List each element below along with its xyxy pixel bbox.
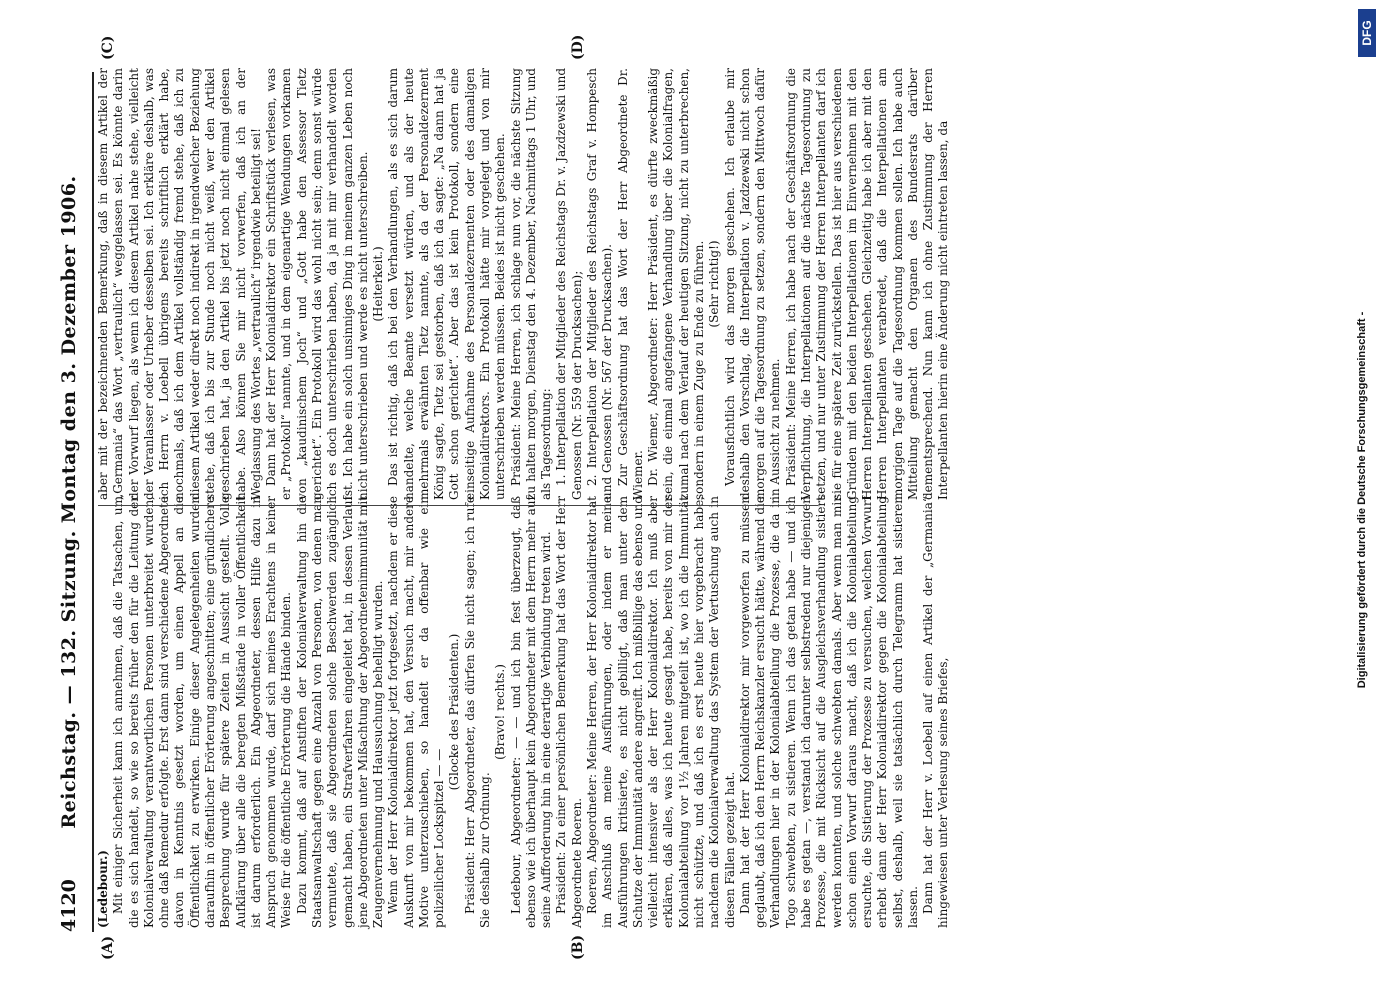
paragraph: Roeren, Abgeordneter: Meine Herren, der Herr Kolonialdirektor hat im Anschluß an meine Ausführungen, oder indem er meine Ausführungen kritisierte, es nicht gebilligt, daß man unter dem Schutze der Immunität andere angreift. Ich mißbillige das ebenso und vielleicht intensiver als der Herr Kolonialdirektor. Ich muß aber erklären, daß alles, was ich heute gesagt habe, bereits von mir der Kolonialabteilung vor 1½ Jahren mitgeteilt ist, wo ich die Immunität nicht schützte, und daß ich es erst heute hier vorgebracht habe, nachdem die Kolonialverwaltung das System der Vertuschung auch in diesen Fällen gezeigt hat. xyxy=(585,496,737,928)
digitization-footer: Digitalisierung gefördert durch die Deutsche Forschungsgemeinschaft - xyxy=(1356,311,1368,689)
paragraph: Wenn der Herr Kolonialdirektor jetzt fortgesetzt, nachdem er diese Auskunft von mir bekommen hat, den Versuch macht, mir andere Motive unterzuschieben, so handelt er da offenbar wie ein polizeilicher Lockspitzel — — xyxy=(386,496,447,928)
dfg-logo: DFG xyxy=(1358,9,1376,57)
paragraph: Das ist richtig, daß ich bei den Verhandlungen, als es sich darum handelte, welche Beamte versetzt würden, und als der heute mehrmals erwähnten Tietz nannte, als da der Personaldezernent König sagte, Tietz sei gestorben, daß ich da sagte: „Na dann hat ja Gott schon gerichtet“. Aber das ist kein Protokoll, sondern eine einseitige Aufnahme des Personaldezernenten oder des damaligen Kolonialdirektors. Ein Protokoll hätte mir vorgelegt und von mir unterschrieben werden müssen. Beides ist nicht geschehen. xyxy=(386,68,508,500)
right-column xyxy=(96,68,952,500)
page-number: 4120 xyxy=(58,879,80,932)
margin-mark-c: (C) xyxy=(100,35,116,60)
page-title: Reichstag. — 132. Sitzung. Montag den 3. Dezember 1906. xyxy=(58,175,80,829)
column-divider xyxy=(98,505,818,506)
paragraph: Präsident: Zu einer persönlichen Bemerkung hat das Wort der Herr Abgeordnete Roeren. xyxy=(554,496,584,928)
margin-mark-b: (B) xyxy=(570,934,586,960)
agenda-item: 2. Interpellation der Mitglieder des Reichstags Graf v. Hompesch und Genossen (Nr. 567 der Drucksachen). xyxy=(585,68,615,500)
paragraph: Dr. Wiemer, Abgeordneter: Herr Präsident, es dürfte zweckmäßig sein, die einmal angefangene Verhandlung über die Kolonialfragen, zumal nach dem Verlauf der heutigen Sitzung, nicht zu unterbrechen, sondern in einem Zuge zu Ende zu führen. xyxy=(646,68,706,500)
paragraph: Zur Geschäftsordnung hat das Wort der Herr Abgeordnete Dr. Wiemer. xyxy=(615,68,645,500)
paragraph: Mit einiger Sicherheit kann ich annehmen, daß die Tatsachen, um die es sich handelt, so wie so bereits früher den für die Leitung der Kolonialverwaltung verantwortlichen Personen unterbreitet wurden, ohne daß Remedur erfolgte. Erst dann sind verschiedene Abgeordnete davon in Kenntnis gesetzt worden, um einen Appell an die Öffentlichkeit zu erwirken. Einige dieser Angelegenheiten wurden daraufhin in öffentlicher Erörterung angeschnitten; eine gründlichere Besprechung wurde für spätere Zeiten in Aussicht gestellt. Volle Aufklärung über alle die beregten Mißstände in voller Öffentlichkeit ist darum erforderlich. Ein Abgeordneter, dessen Hilfe dazu in Anspruch genommen wurde, darf sich meines Erachtens in keiner Weise für die öffentliche Erörterung die Hände binden. xyxy=(111,496,294,928)
paragraph: Dazu kommt, daß auf Anstiften der Kolonialverwaltung hin die Staatsanwaltschaft gegen eine Anzahl von Personen, von denen man vermutete, daß sie Abgeordneten solche Beschwerden zugänglich gemacht haben, ein Strafverfahren eingeleitet hat, in dessen Verlauf jene Abgeordneten unter Mißachtung der Abgeordnetenimmunität mit Zeugenvernehmung und Haussuchung behelligt wurden. xyxy=(294,496,386,928)
page-header xyxy=(52,72,92,932)
paragraph: Dann hat der Herr Kolonialdirektor mir vorgeworfen zu müssen geglaubt, daß ich den Herrn Reichskanzler ersucht hätte, während die Verhandlungen hier in der Kolonialabteilung die Prozesse, die da in Togo schwebten, zu sistieren. Wenn ich das getan habe — und ich habe es getan —, verstand ich darunter selbstredend nur diejenigen Prozesse, die mit Rücksicht auf die Ausgleichsverhandlung sistiert werden konnten, und solche schwebten damals. Aber wenn man mir schon einen Vorwurf daraus macht, daß ich die Kolonialabteilung ersuchte, die Sistierung der Prozesse zu versuchen, welchen Vorwurf erhebt dann der Herr Kolonialdirektor gegen die Kolonialabteilung selbst, deshalb, weil sie tatsächlich durch Telegramm hat sistieren lassen. xyxy=(737,496,920,928)
speaker-label: (Ledebour.) xyxy=(96,850,110,928)
paragraph: Vorausfichtlich wird das morgen geschehen. Ich erlaube mir deshalb den Vorschlag, die Interpellation v. Jazdzewski nicht schon morgen auf die Tagesordnung zu setzen, sondern den Mittwoch dafür in Aussicht zu nehmen. xyxy=(722,68,783,500)
paragraph: Dann hat der Herr v. Loebell auf einen Artikel der „Germania“ hingewiesen unter Verlesung seines Briefes, xyxy=(921,496,951,928)
header-rule xyxy=(92,72,94,932)
paragraph: Präsident: Herr Abgeordneter, das dürfen Sie nicht sagen; ich rufe Sie deshalb zur Ordnung. xyxy=(462,496,493,928)
paragraph: Präsident: Meine Herren, ich schlage nun vor, die nächste Sitzung zu halten morgen, Dienstag den 4. Dezember, Nachmittags 1 Uhr, und als Tagesordnung: xyxy=(508,68,554,500)
paragraph: Ledebour, Abgeordneter: — — und ich bin fest überzeugt, daß ebenso wie ich überhaupt kein Abgeordneter mit dem Herrn mehr auf seine Aufforderung hin in eine derartige Verbindung treten wird. xyxy=(508,496,554,928)
stage-direction: (Bravo! rechts.) xyxy=(493,664,508,760)
paragraph: Dann hat der Herr Kolonialdirektor ein Schriftstück verlesen, was er „Protokoll“ nannte, und in dem eigenartige Wendungen vorkamen von „kaudinischem Joch“ und „Gott habe den Assessor Tietz gerichtet“. Ein Protokoll wird das wohl nicht sein; denn sonst würde ich es doch unterschrieben haben, da ja mit mir verhandelt worden ist. Ich habe ein solch unsinniges Ding in meinem ganzen Leben noch nicht unterschrieben und werde es nicht unterschreiben. xyxy=(264,68,370,500)
paragraph: Präsident: Meine Herren, ich habe nach der Geschäftsordnung die Verpflichtung, die Interpellationen auf die nächste Tagesordnung zu setzen, und nur unter Zustimmung der Herren Interpellanten darf ich sie für eine spätere Zeit zurückstellen. Das ist hier aus verschiedenen Gründen mit den beiden Interpellationen im Einvernehmen mit den Herren Interpellanten geschehen. Gleichzeitig habe ich aber mit den Herren Interpellanten verabredet, daß die Interpellationen am morgigen Tage auf die Tagesordnung kommen sollen. Ich habe auch Mitteilung gemacht den Organen des Bundesrats darüber dementsprechend. Nun kann ich ohne Zustimmung der Herren Interpellanten hierin eine Änderung nicht eintreten lassen, da xyxy=(783,68,951,500)
stage-direction: (Glocke des Präsidenten.) xyxy=(447,633,462,791)
stage-direction: (Heiterkeit.) xyxy=(371,246,386,322)
paragraph: aber mit der bezeichnenden Bemerkung, daß in diesem Artikel der „Germania“ das Wort „vertraulich“ weggelassen sei. Es könnte darin der Vorwurf liegen, als wenn ich diesem Artikel nahe stehe, vielleicht der Veranlasser oder Urheber desselben sei. Ich erkläre deshalb, was ich Herrn v. Loebell übrigens bereits schriftlich erklärt habe, nochmals, daß ich dem Artikel vollständig fremd stehe, daß ich zu diesem Artikel weder direkt noch indirekt in irgendwelcher Beziehung stehe, daß ich bis zur Stunde noch nicht weiß, wer den Artikel geschrieben hat, ja den Artikel bis jetzt noch nicht einmal gelesen habe. Also können Sie mir nicht vorwerfen, daß ich an der Weglassung des Wortes „vertraulich“ irgendwie beteiligt sei! xyxy=(96,68,263,500)
left-column xyxy=(96,496,952,928)
stage-direction: (Sehr richtig!) xyxy=(707,240,722,328)
margin-mark-d: (D) xyxy=(570,34,586,60)
agenda-item: 1. Interpellation der Mitglieder des Reichstags Dr. v. Jazdzewski und Genossen (Nr. 559 der Drucksachen); xyxy=(554,67,584,500)
margin-mark-a: (A) xyxy=(100,935,116,960)
